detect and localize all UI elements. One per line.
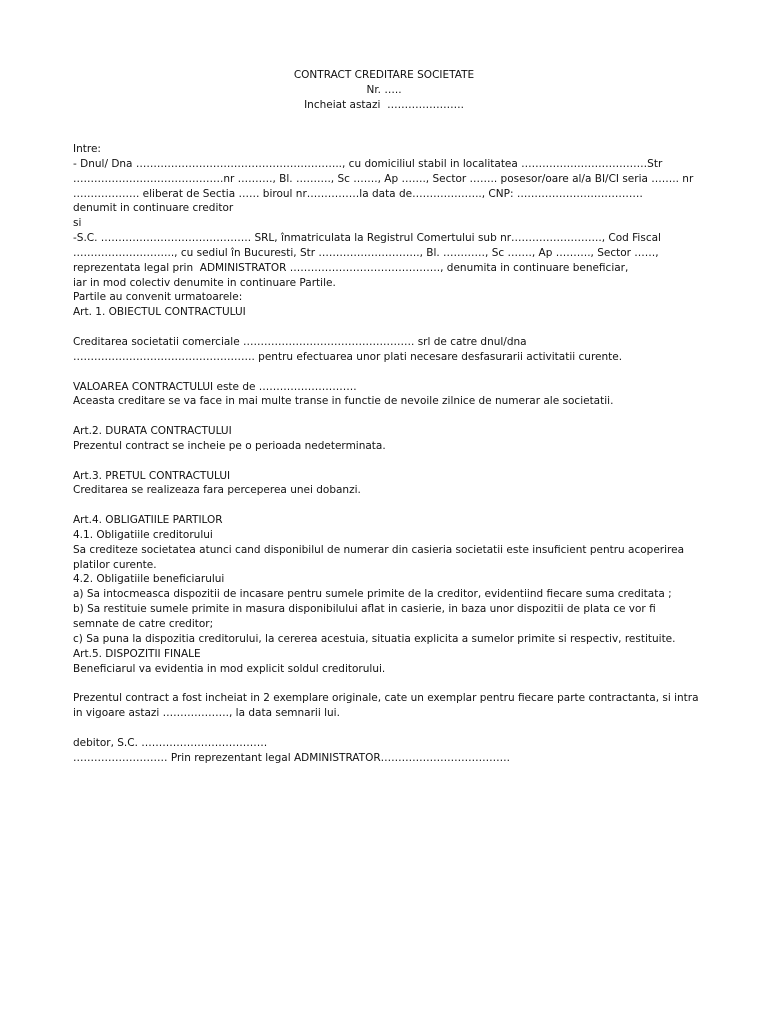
line-p1-l2: …………………………………….nr ………., Bl. ………., Sc ……., Ap ……., Sector …….. posesor/oare al/a BI/CI seria …….. nr — [73, 172, 694, 185]
document-header — [0, 68, 768, 113]
line-valoare-l2: Aceasta creditare se va face in mai multe transe in functie de nevoile zilnice de numerar ale societatii. — [73, 395, 614, 408]
line-art1-l1: Creditarea societatii comerciale …………………………………………. srl de catre dnul/dna — [73, 335, 527, 348]
line-final-l2: in vigoare astazi ………………., la data semnarii lui. — [73, 707, 340, 720]
line-si: si — [73, 217, 82, 230]
blank-line — [73, 365, 698, 380]
line-art4-2-a: a) Sa intocmeasca dispozitii de incasare pentru sumele primite de la creditor, evidentiind fiecare suma creditata ; — [73, 588, 672, 601]
line-art4-2-c: c) Sa puna la dispozitia creditorului, la cererea acestuia, situatia explicita a sumelor primite si respectiv, restituite. — [73, 632, 676, 645]
document-title: CONTRACT CREDITARE SOCIETATE — [293, 69, 475, 81]
blank-line — [73, 454, 698, 469]
line-art5: Art.5. DISPOZITII FINALE — [73, 647, 201, 660]
contract-body — [73, 142, 698, 765]
line-intre: Intre: — [73, 143, 101, 155]
line-art5-l1: Beneficiarul va evidentia in mod explicit soldul creditorului. — [73, 662, 386, 675]
concluded-date: Incheiat astazi …………………. — [304, 99, 464, 111]
line-valoare: VALOAREA CONTRACTULUI este de ………………………. — [73, 380, 357, 393]
line-p2-l2: ……………………….., cu sediul în Bucuresti, Str ……………………….., Bl. …………, Sc ……., Ap ………., Sector ……, — [73, 246, 659, 259]
line-p1-l3: ………………. eliberat de Sectia …… biroul nr……………la data de……………….., CNP: ……………………………… — [73, 187, 643, 200]
line-final-l1: Prezentul contract a fost incheiat in 2 exemplare originale, cate un exemplar pentru fiecare parte contractanta, si intra — [73, 692, 699, 705]
line-art4-1-l2: platilor curente. — [73, 558, 157, 571]
line-art4: Art.4. OBLIGATIILE PARTILOR — [73, 514, 223, 527]
line-p2-l3: reprezentata legal prin ADMINISTRATOR ……………………………………., denumita in continuare beneficiar, — [73, 261, 629, 274]
document-number: Nr. ….. — [366, 84, 402, 96]
line-p1-l4: denumit in continuare creditor — [73, 202, 234, 215]
line-convenit: Partile au convenit urmatoarele: — [73, 291, 243, 304]
blank-line — [73, 676, 698, 691]
line-art3: Art.3. PRETUL CONTRACTULUI — [73, 469, 231, 482]
line-art4-2-b1: b) Sa restituie sumele primite in masura disponibilului aflat in casierie, in baza unor dispozitii de plata ce vor fi — [73, 603, 656, 616]
line-art1-l2: ……………………………………………. pentru efectuarea unor plati necesare desfasurarii activitatii curente. — [73, 350, 623, 363]
line-art1: Art. 1. OBIECTUL CONTRACTULUI — [73, 306, 246, 319]
line-art3-l1: Creditarea se realizeaza fara perceperea unei dobanzi. — [73, 484, 361, 497]
line-art2: Art.2. DURATA CONTRACTULUI — [73, 425, 232, 438]
blank-line — [73, 320, 698, 335]
blank-line — [73, 409, 698, 424]
line-art4-1: 4.1. Obligatiile creditorului — [73, 528, 213, 541]
line-art4-2: 4.2. Obligatiile beneficiarului — [73, 573, 225, 586]
line-reprezentant: ……………………… Prin reprezentant legal ADMINISTRATOR………………………………. — [73, 751, 510, 764]
line-p2-l4: iar in mod colectiv denumite in continuare Partile. — [73, 276, 336, 289]
line-p2-l1: -S.C. ……………………………………. SRL, înmatriculata la Registrul Comertului sub nr…………………….., Cod Fiscal — [73, 232, 661, 245]
line-art2-l1: Prezentul contract se incheie pe o perioada nedeterminata. — [73, 439, 386, 452]
line-art4-2-b2: semnate de catre creditor; — [73, 618, 214, 630]
line-p1-l1: - Dnul/ Dna ………………………………………………….., cu domiciliul stabil in localitatea ………………………………Str — [73, 157, 663, 170]
line-debitor: debitor, S.C. ……………………………… — [73, 736, 268, 749]
blank-line — [73, 721, 698, 736]
line-art4-1-l1: Sa crediteze societatea atunci cand disponibilul de numerar din casieria societatii este insuficient pentru acoperirea — [73, 543, 685, 556]
blank-line — [73, 498, 698, 513]
